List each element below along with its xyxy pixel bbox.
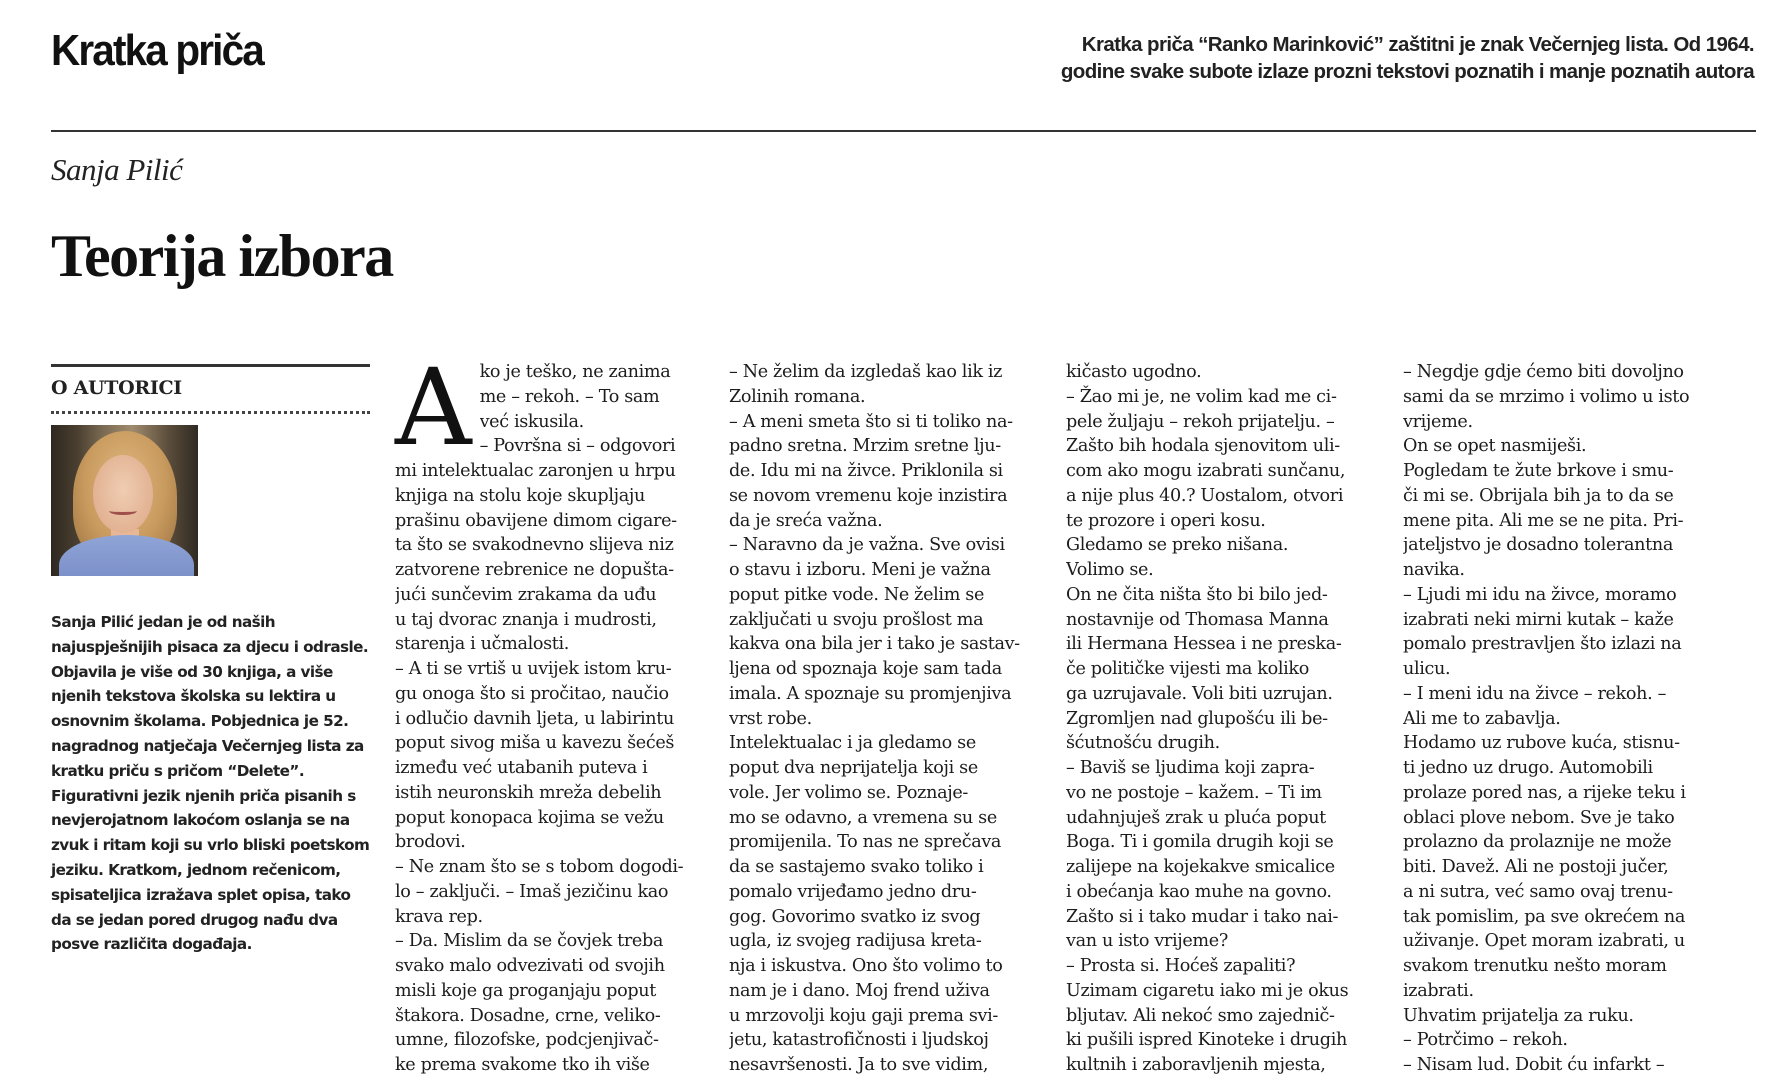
text-line: u taj dvorac znanja i mudrosti, (395, 609, 657, 630)
text-line: mi intelektualac zaronjen u hrpu (395, 461, 676, 481)
text-line: Gledamo se preko nišana. (1066, 535, 1289, 556)
text-line: vrst robe. (729, 708, 812, 729)
text-line: pele žuljaju – rekoh prijatelju. – (1066, 411, 1335, 432)
text-line: Volimo se. (1066, 560, 1154, 580)
about-author-box (51, 364, 370, 957)
text-line: vo ne postoje – kažem. – Ti im (1066, 782, 1322, 803)
story-column-4 (1403, 360, 1715, 1078)
text-line: ugla, iz svojeg radijusa kreta- (729, 931, 982, 952)
series-tagline (854, 31, 1754, 85)
text-line: van u isto vrijeme? (1066, 931, 1228, 952)
text-line: mo se odavno, a vremena su se (729, 807, 997, 828)
text-line: ili Hermana Hessea i ne preska- (1066, 634, 1342, 655)
text-line: – A meni smeta što si ti toliko na- (729, 411, 1013, 432)
text-line: – Nisam lud. Dobit ću infarkt – (1403, 1055, 1665, 1075)
text-line: nostavnije od Thomasa Manna (1066, 609, 1329, 630)
text-line: ljena od spoznaja koje sam tada (729, 659, 1002, 679)
text-line: – Ne želim da izgledaš kao lik iz (729, 362, 1003, 382)
text-line: Hodamo uz rubove kuća, stisnu- (1403, 733, 1680, 754)
text-line: gu onoga što si pročitao, naučio (395, 683, 669, 704)
text-line: nesavršenosti. Ja to sve vidim, (729, 1055, 989, 1075)
sidebar-top-rule (51, 364, 370, 367)
text-line: knjiga na stolu koje skupljaju (395, 485, 645, 506)
text-line: nam je i dano. Moj frend uživa (729, 980, 990, 1001)
text-line: tak pomislim, pa sve okrećem na (1403, 906, 1686, 927)
story-title: Teorija izbora (51, 223, 393, 289)
text-line: – Potrčimo – rekoh. (1403, 1030, 1568, 1051)
text-line: ti jedno uz drugo. Automobili (1403, 758, 1653, 778)
text-line: a ni sutra, već samo ovaj trenu- (1403, 881, 1673, 902)
text-line: poput sivog miša u kavezu šećeš (395, 733, 675, 754)
text-line: če političke vijesti ma koliko (1066, 659, 1309, 679)
text-line: imala. A spoznaje su promjenjiva (729, 683, 1012, 704)
author-bio: Sanja Pilić jedan je od naših najuspješnijih pisaca za djecu i odrasle. Objavila je više od 30 knjiga, a više njenih tekstova školska su lektira u osnovnim školama. Pobjednica je 52. nagradnog natječaja Večernjeg lista za kratku priču s pričom “Delete”. Figurativni jezik njenih priča pisanih s nevjerojatnom lakoćom oslanja se na zvuk i ritam koji su vrlo bliski poetskom jeziku. Kratkom, jednom rečenicom, spisateljica izražava splet opisa, tako da se jedan pored drugog nađu dva posve različita događaja. (51, 613, 370, 954)
tagline-line-1: Kratka priča “Ranko Marinković” zaštitni je znak Večernjeg lista. Od 1964. (1081, 33, 1754, 56)
text-line: Zolinih romana. (729, 386, 866, 407)
text-line: brodovi. (395, 832, 466, 853)
text-line: ko je teško, ne zanima (479, 362, 671, 382)
text-line: – Ne znam što se s tobom dogodi- (395, 857, 684, 877)
text-line: krava rep. (395, 906, 483, 927)
text-line: kičasto ugodno. (1066, 362, 1202, 382)
text-line: već iskusila. (479, 411, 584, 432)
text-line: poput konopaca kojima se vežu (395, 807, 664, 828)
text-line: či mi se. Obrijala bih ja to da se (1403, 485, 1674, 506)
text-line: Ali me to zabavlja. (1403, 708, 1561, 729)
text-line: izabrati. (1403, 980, 1474, 1001)
column-2-text (729, 360, 1032, 1078)
text-line: promijenila. To nas ne sprečava (729, 832, 1002, 853)
text-line: navika. (1403, 560, 1465, 580)
text-line: Uzimam cigaretu iako mi je okus (1066, 980, 1349, 1001)
text-line: starenja i učmalosti. (395, 634, 570, 655)
text-line: svakom trenutku nešto moram (1403, 956, 1667, 976)
text-line: Zašto bih hodala sjenovitom uli- (1066, 436, 1340, 457)
text-line: – Naravno da je važna. Sve ovisi (729, 535, 1005, 556)
text-line: izabrati neki mirni kutak – kaže (1403, 609, 1674, 630)
text-line: Boga. Ti i gomila drugih koji se (1066, 832, 1334, 853)
text-line: – A ti se vrtiš u uvijek istom kru- (395, 659, 672, 679)
text-line: ta što se svakodnevno slijeva niz (395, 535, 674, 556)
story-column-1 (395, 346, 698, 1078)
text-line: a nije plus 40.? Uostalom, otvori (1066, 485, 1344, 506)
text-line: kakva ona bila jer i tako je sastav- (729, 634, 1020, 655)
text-line: padno sretna. Mrzim sretne lju- (729, 436, 1001, 457)
text-line: umne, filozofske, podcjenjivač- (395, 1030, 659, 1051)
text-line: ki pušili ispred Kinoteke i drugih (1066, 1030, 1347, 1051)
column-4-text (1403, 360, 1715, 1078)
text-line: – Baviš se ljudima koji zapra- (1066, 758, 1315, 778)
text-line: istih neuronskih mreža debelih (395, 782, 662, 803)
text-line: šćutnošću drugih. (1066, 733, 1220, 754)
dotted-divider (51, 411, 370, 414)
text-line: poput dva neprijatelja koji se (729, 758, 978, 778)
text-line: gog. Govorimo svatko iz svog (729, 906, 981, 927)
header-divider (51, 130, 1756, 132)
text-line: i odlučio davnih ljeta, u labirintu (395, 708, 674, 729)
text-line: On ne čita ništa što bi bilo jed- (1066, 584, 1328, 605)
text-line: mene pita. Ali me se ne pita. Pri- (1403, 510, 1684, 531)
text-line: udahnjuješ zrak u pluća poput (1066, 807, 1326, 828)
text-line: biti. Davež. Ali ne postoji jučer, (1403, 857, 1669, 877)
text-line: Intelektualac i ja gledamo se (729, 733, 976, 754)
story-column-3 (1066, 360, 1369, 1078)
text-line: – Žao mi je, ne volim kad me ci- (1066, 386, 1337, 407)
text-line: pomalo vrijeđamo jedno dru- (729, 881, 977, 902)
text-line: vrijeme. (1403, 411, 1473, 432)
text-line: ke prema svakome tko ih više (395, 1055, 650, 1075)
text-line: me – rekoh. – To sam (479, 386, 660, 407)
text-line: – Prosta si. Hoćeš zapaliti? (1066, 956, 1296, 976)
text-line: i obećanja kao muhe na govno. (1066, 881, 1332, 902)
text-line: Zašto si i tako mudar i tako nai- (1066, 906, 1339, 927)
text-line: Pogledam te žute brkove i smu- (1403, 461, 1674, 481)
text-line: jući sunčevim zrakama da uđu (395, 584, 657, 605)
column-3-text (1066, 360, 1369, 1078)
text-line: nja i iskustva. Ono što volimo to (729, 956, 1003, 976)
text-line: ga uzrujavale. Voli biti uzrujan. (1066, 683, 1333, 704)
text-line: pomalo prestravljen što izlazi na (1403, 634, 1682, 655)
sidebar-heading: O AUTORICI (51, 377, 182, 399)
text-line: – Površna si – odgovori (479, 436, 676, 457)
text-line: – Da. Mislim da se čovjek treba (395, 931, 664, 952)
text-line: oblaci plove nebom. Sve je tako (1403, 807, 1675, 828)
text-line: ulicu. (1403, 659, 1451, 679)
text-line: Zgromljen nad glupošću ili be- (1066, 708, 1328, 729)
text-line: zatvorene rebrenice ne dopušta- (395, 560, 674, 580)
text-line: bljutav. Ali nekoć smo zajednič- (1066, 1005, 1335, 1026)
text-line: sami da se mrzimo i volimo u isto (1403, 386, 1690, 407)
text-line: de. Idu mi na živce. Priklonila si (729, 461, 1003, 481)
section-title: Kratka priča (51, 26, 263, 75)
column-1-text (395, 346, 698, 1078)
author-photo-icon (51, 425, 198, 576)
text-line: lo – zaključi. – Imaš jezičinu kao (395, 881, 669, 902)
text-line: poput pitke vode. Ne želim se (729, 584, 985, 605)
author-byline: Sanja Pilić (51, 152, 183, 187)
tagline-line-2: godine svake subote izlaze prozni tekstovi poznatih i manje poznatih autora (1060, 60, 1754, 83)
text-line: između već utabanih puteva i (395, 758, 648, 778)
text-line: com ako mogu izabrati sunčanu, (1066, 461, 1346, 481)
text-line: – Ljudi mi idu na živce, moramo (1403, 584, 1677, 605)
text-line: zaključati u svoju prošlost ma (729, 609, 984, 630)
text-line: jateljstvo je dosadno tolerantna (1403, 535, 1673, 556)
text-line: zalijepe na kojekakve smicalice (1066, 857, 1335, 877)
text-line: o stavu i izboru. Meni je važna (729, 560, 991, 580)
text-line: te prozore i operi kosu. (1066, 510, 1266, 531)
text-line: da je sreća važna. (729, 510, 883, 531)
text-line: štakora. Dosadne, crne, veliko- (395, 1005, 661, 1026)
text-line: prašinu obavijene dimom cigare- (395, 510, 677, 531)
text-line: da se sastajemo svako toliko i (729, 857, 984, 877)
text-line: u mrzovolji koju gaji prema svi- (729, 1005, 998, 1026)
text-line: kultnih i zaboravljenih mjesta, (1066, 1055, 1326, 1075)
text-line: jetu, katastrofičnosti i ljudskoj (729, 1030, 989, 1051)
text-line: On se opet nasmiješi. (1403, 436, 1587, 457)
story-column-2 (729, 360, 1032, 1078)
text-line: prolazno da prolaznije ne može (1403, 832, 1672, 853)
drop-cap: A (395, 346, 472, 469)
text-line: prolaze pored nas, a rijeke teku i (1403, 782, 1686, 803)
text-line: Uhvatim prijatelja za ruku. (1403, 1005, 1634, 1026)
text-line: vole. Jer volimo se. Poznaje- (729, 782, 968, 803)
text-line: svako malo odvezivati od svojih (395, 956, 665, 976)
text-line: se novom vremenu koje inzistira (729, 485, 1008, 506)
text-line: – I meni idu na živce – rekoh. – (1403, 683, 1667, 704)
text-line: misli koje ga proganjaju poput (395, 980, 656, 1001)
text-line: – Negdje gdje ćemo biti dovoljno (1403, 362, 1684, 382)
text-line: uživanje. Opet moram izabrati, u (1403, 931, 1685, 952)
